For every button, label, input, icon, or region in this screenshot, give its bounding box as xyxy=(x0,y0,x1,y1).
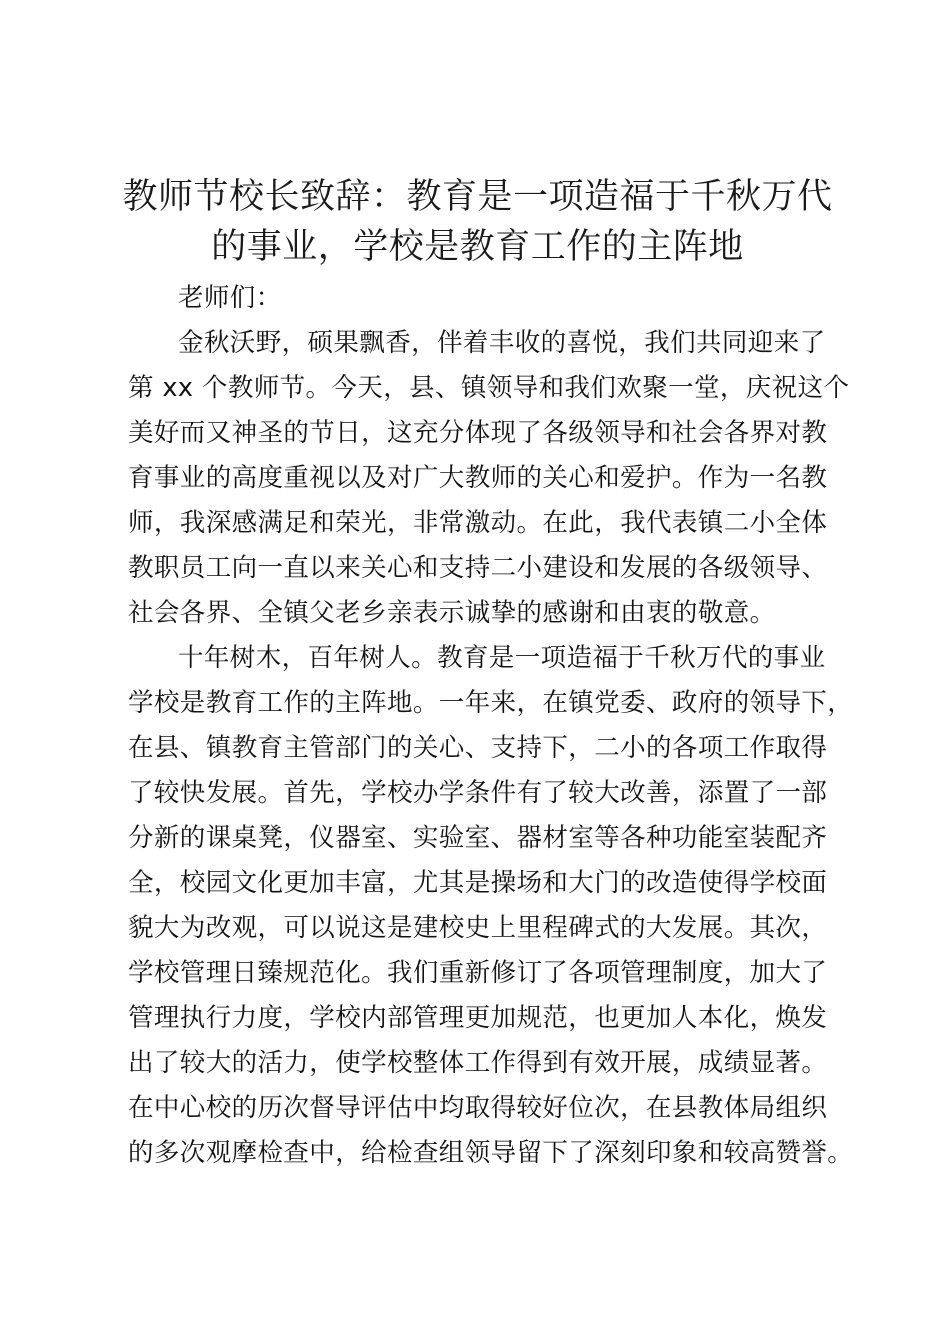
paragraph-line: 学校是教育工作的主阵地。一年来，在镇党委、政府的领导下， xyxy=(128,688,854,718)
title-line-1: 教师节校长致辞：教育是一项造福于千秋万代 xyxy=(122,177,833,217)
paragraph-line: 了较快发展。首先，学校办学条件有了较大改善，添置了一部 xyxy=(128,778,828,808)
paragraph-line: 社会各界、全镇父老乡亲表示诚挚的感谢和由衷的敬意。 xyxy=(128,598,776,628)
paragraph-line: 学校管理日臻规范化。我们重新修订了各项管理制度，加大了 xyxy=(128,958,828,988)
paragraph-line: 的多次观摩检查中，给检查组领导留下了深刻印象和较高赞誉。 xyxy=(128,1138,854,1168)
paragraph-line: 金秋沃野，硕果飘香，伴着丰收的喜悦，我们共同迎来了 xyxy=(178,328,826,358)
paragraph-line: 教职员工向一直以来关心和支持二小建设和发展的各级领导、 xyxy=(128,553,828,583)
paragraph-line: 全，校园文化更加丰富，尤其是操场和大门的改造使得学校面 xyxy=(128,868,828,898)
salutation: 老师们： xyxy=(178,283,282,313)
paragraph-1 xyxy=(128,321,868,636)
paragraph-line: 在县、镇教育主管部门的关心、支持下，二小的各项工作取得 xyxy=(128,733,828,763)
paragraph-line: 管理执行力度，学校内部管理更加规范，也更加人本化，焕发 xyxy=(128,1003,828,1033)
paragraph-line: 第 xx 个教师节。今天，县、镇领导和我们欢聚一堂，庆祝这个 xyxy=(128,373,850,403)
paragraph-line: 分新的课桌凳，仪器室、实验室、器材室等各种功能室装配齐 xyxy=(128,823,828,853)
paragraph-2 xyxy=(128,636,868,1176)
paragraph-line: 育事业的高度重视以及对广大教师的关心和爱护。作为一名教 xyxy=(128,463,828,493)
document-title xyxy=(110,172,845,272)
paragraph-line: 美好而又神圣的节日，这充分体现了各级领导和社会各界对教 xyxy=(128,418,828,448)
paragraph-line: 貌大为改观，可以说这是建校史上里程碑式的大发展。其次， xyxy=(128,913,828,943)
title-line-2: 的事业，学校是教育工作的主阵地 xyxy=(211,227,744,267)
paragraph-line: 师，我深感满足和荣光，非常激动。在此，我代表镇二小全体 xyxy=(128,508,828,538)
paragraph-line: 十年树木，百年树人。教育是一项造福于千秋万代的事业 xyxy=(178,643,826,673)
paragraph-line: 在中心校的历次督导评估中均取得较好位次，在县教体局组织 xyxy=(128,1093,828,1123)
document-body xyxy=(128,276,868,1176)
paragraph-line: 出了较大的活力，使学校整体工作得到有效开展，成绩显著。 xyxy=(128,1048,828,1078)
